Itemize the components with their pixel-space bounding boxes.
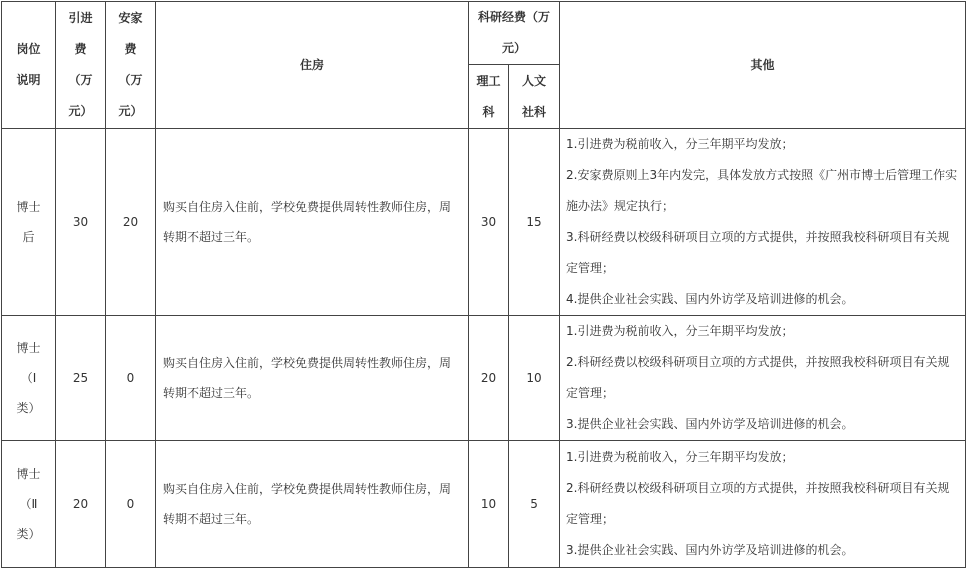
- science-fund-cell: 20: [469, 316, 509, 441]
- other-item: 2.科研经费以校级科研项目立项的方式提供，并按照我校科研项目有关规定管理；: [566, 481, 950, 526]
- other-item: 3.提供企业社会实践、国内外访学及培训进修的机会。: [566, 543, 854, 557]
- other-item: 3.科研经费以校级科研项目立项的方式提供，并按照我校科研项目有关规定管理；: [566, 230, 950, 275]
- other-item: 4.提供企业社会实践、国内外访学及培训进修的机会。: [566, 292, 854, 306]
- humanities-fund-cell: 10: [509, 316, 560, 441]
- settle-fee-cell: 0: [106, 441, 156, 568]
- header-post: 岗位 说明: [2, 2, 56, 129]
- header-intro-fee: 引进 费 （万 元）: [56, 2, 106, 129]
- other-cell: [560, 316, 966, 441]
- talent-policy-table: [1, 1, 966, 568]
- other-item: 2.安家费原则上3年内发完，具体发放方式按照《广州市博士后管理工作实施办法》规定执行；: [566, 168, 958, 213]
- table-row: [2, 316, 966, 441]
- header-other: 其他: [560, 2, 966, 129]
- housing-cell: 购买自住房入住前，学校免费提供周转性教师住房，周转期不超过三年。: [156, 316, 469, 441]
- humanities-fund-cell: 15: [509, 129, 560, 316]
- header-research-fund: 科研经费（万 元）: [469, 2, 560, 65]
- humanities-fund-cell: 5: [509, 441, 560, 568]
- other-item: 2.科研经费以校级科研项目立项的方式提供，并按照我校科研项目有关规定管理；: [566, 355, 950, 400]
- housing-cell: 购买自住房入住前，学校免费提供周转性教师住房，周转期不超过三年。: [156, 441, 469, 568]
- post-cell: 博士 后: [2, 129, 56, 316]
- other-item: 1.引进费为税前收入，分三年期平均发放；: [566, 137, 794, 151]
- table-row: [2, 441, 966, 568]
- intro-fee-cell: 25: [56, 316, 106, 441]
- settle-fee-cell: 0: [106, 316, 156, 441]
- table-row: [2, 129, 966, 316]
- other-cell: [560, 441, 966, 568]
- header-science: 理工 科: [469, 65, 509, 129]
- other-item: 1.引进费为税前收入，分三年期平均发放；: [566, 324, 794, 338]
- settle-fee-cell: 20: [106, 129, 156, 316]
- science-fund-cell: 10: [469, 441, 509, 568]
- housing-cell: 购买自住房入住前，学校免费提供周转性教师住房，周转期不超过三年。: [156, 129, 469, 316]
- header-settle-fee: 安家 费 （万 元）: [106, 2, 156, 129]
- post-cell: 博士 （Ⅰ 类）: [2, 316, 56, 441]
- intro-fee-cell: 20: [56, 441, 106, 568]
- header-housing: 住房: [156, 2, 469, 129]
- intro-fee-cell: 30: [56, 129, 106, 316]
- science-fund-cell: 30: [469, 129, 509, 316]
- other-cell: [560, 129, 966, 316]
- other-item: 1.引进费为税前收入，分三年期平均发放；: [566, 450, 794, 464]
- header-humanities: 人文 社科: [509, 65, 560, 129]
- post-cell: 博士 （Ⅱ 类）: [2, 441, 56, 568]
- other-item: 3.提供企业社会实践、国内外访学及培训进修的机会。: [566, 417, 854, 431]
